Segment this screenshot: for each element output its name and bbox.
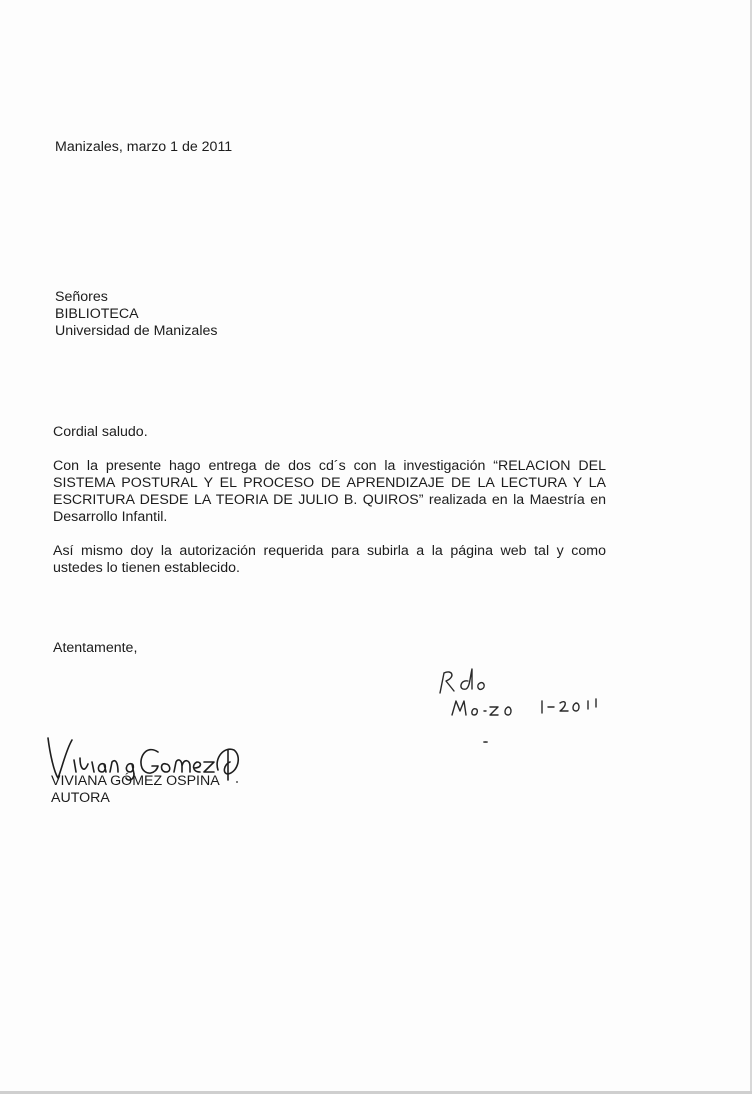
recipient-salutation: Señores — [55, 289, 108, 305]
place-date: Manizales, marzo 1 de 2011 — [55, 139, 233, 155]
ink-speck — [236, 781, 238, 783]
greeting: Cordial saludo. — [53, 424, 148, 440]
closing: Atentamente, — [53, 640, 138, 656]
signer-name: VIVIANA GÓMEZ OSPINA — [51, 773, 220, 789]
body-paragraph-2: Así mismo doy la autorización requerida para subirla a la página web tal y como ustedes lo tienen establecido. — [53, 543, 606, 576]
recipient-department: BIBLIOTECA — [55, 306, 139, 322]
received-handwritten-note — [430, 665, 630, 745]
body-paragraph-1: Con la presente hago entrega de dos cd´s con la investigación “RELACION DEL SISTEMA POSTURAL Y EL PROCESO DE APRENDIZAJE DE LA LECTURA Y LA ESCRITURA DESDE LA TEORIA DE JULIO B. QUIROS” realizada en la Maestría en Desarrollo Infantil. — [53, 458, 606, 525]
recipient-institution: Universidad de Manizales — [55, 323, 218, 339]
signer-role: AUTORA — [51, 790, 110, 806]
ink-speck — [483, 741, 488, 743]
